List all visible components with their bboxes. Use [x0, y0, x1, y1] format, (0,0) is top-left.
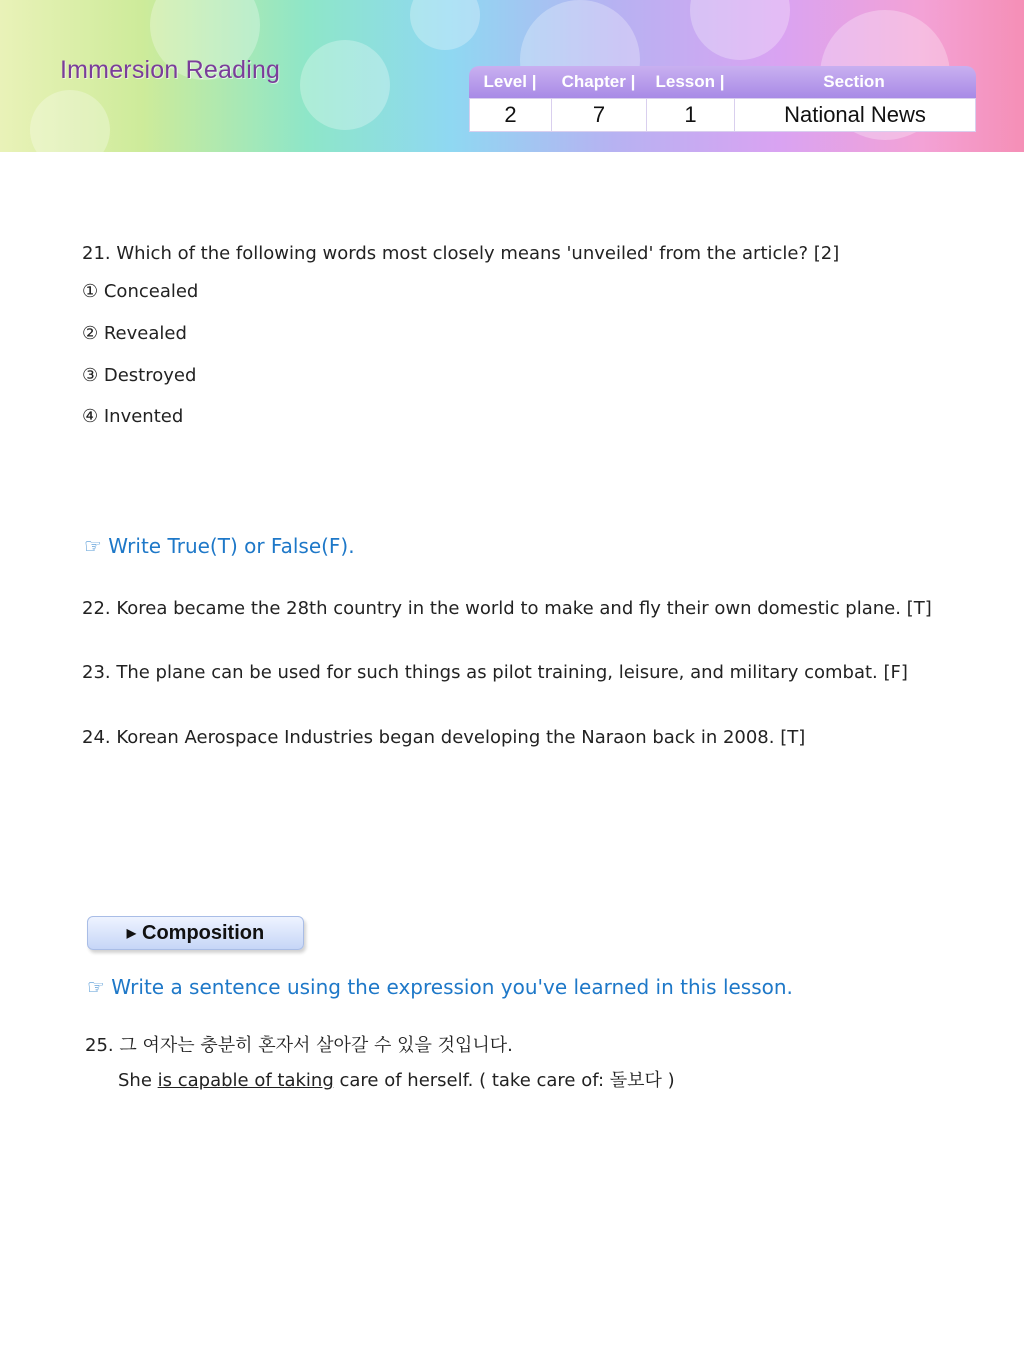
section-header: Section	[823, 72, 885, 91]
answer-text-end: care of herself. ( take care of: 돌보다 )	[333, 1070, 675, 1091]
lesson-info-header	[469, 66, 976, 98]
composition-button	[87, 916, 304, 950]
section-value: National News	[784, 102, 926, 127]
lesson-header: Lesson |	[655, 72, 725, 91]
lesson-info-values	[469, 98, 976, 132]
chapter-header: Chapter |	[561, 72, 636, 91]
option-3: ③ Destroyed	[82, 365, 197, 386]
question-22: 22. Korea became the 28th country in the world to make and fly their own domestic plane. [T]	[82, 598, 932, 619]
question-24: 24. Korean Aerospace Industries began developing the Naraon back in 2008. [T]	[82, 727, 806, 748]
composition-label: Composition	[142, 921, 265, 944]
play-triangle-icon: ▶	[126, 926, 136, 940]
question-21: 21. Which of the following words most closely means 'unveiled' from the article? [2]	[82, 243, 840, 264]
header-banner	[0, 0, 1024, 152]
option-1: ① Concealed	[82, 281, 199, 302]
question-23: 23. The plane can be used for such things as pilot training, leisure, and military combat. [F]	[82, 662, 908, 683]
level-value: 2	[470, 99, 552, 131]
level-header: Level |	[483, 72, 537, 91]
brand-title: Immersion Reading	[60, 56, 281, 84]
option-4: ④ Invented	[82, 406, 184, 427]
answer-expression: is capable of taking	[157, 1070, 334, 1091]
true-false-instruction: ☞ Write True(T) or False(F).	[84, 534, 355, 558]
chapter-value: 7	[552, 99, 647, 131]
lesson-value: 1	[647, 99, 735, 131]
option-2: ② Revealed	[82, 323, 187, 344]
question-25-answer	[118, 1066, 675, 1092]
question-25-prompt: 25. 그 여자는 충분히 혼자서 살아갈 수 있을 것입니다.	[85, 1035, 513, 1056]
answer-text-start: She	[118, 1070, 158, 1091]
lesson-info-table	[469, 66, 976, 134]
composition-instruction: ☞ Write a sentence using the expression you've learned in this lesson.	[87, 975, 793, 999]
